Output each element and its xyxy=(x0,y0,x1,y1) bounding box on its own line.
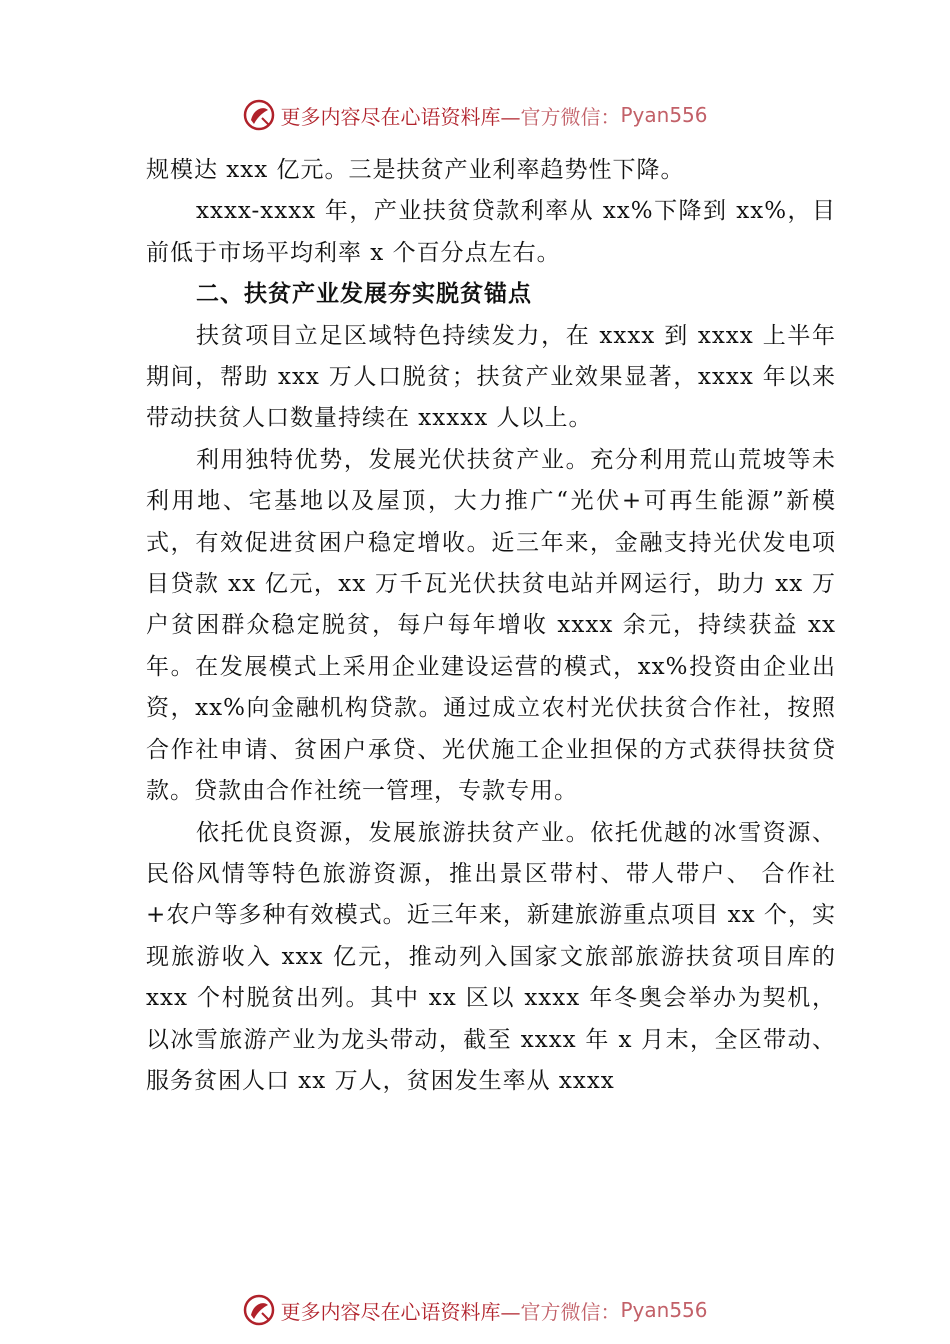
banner-title: 更多内容尽在心语资料库— xyxy=(280,1299,521,1324)
paragraph: 依托优良资源，发展旅游扶贫产业。依托优越的冰雪资源、民俗风情等特色旅游资源，推出景区带村、带人带户、 合作社+农户等多种有效模式。近三年来，新建旅游重点项目 xx 个，实现旅游收入 xxx 亿元，推动列入国家文旅部旅游扶贫项目库的 xxx 个村脱贫出列。其中 xx 区以 xxxx 年冬奥会举办为契机，以冰雪旅游产业为龙头带动，截至 xxxx 年 x 月末，全区带动、服务贫困人口 xx 万人，贫困发生率从 xxxx xyxy=(146,819,836,1094)
section-heading: 二、扶贫产业发展夯实脱贫锚点 xyxy=(196,281,532,308)
banner-wechat-label: 官方微信： xyxy=(520,104,621,129)
paragraph: 利用独特优势，发展光伏扶贫产业。充分利用荒山荒坡等未利用地、宅基地以及屋顶，大力推广“光伏+可再生能源”新模式，有效促进贫困户稳定增收。近三年来，金融支持光伏发电项目贷款 xx 亿元，xx 万千瓦光伏扶贫电站并网运行，助力 xx 万户贫困群众稳定脱贫，每户每年增收 xxxx 余元，持续获益 xx 年。在发展模式上采用企业建设运营的模式，xx%投资由企业出资，xx%向金融机构贷款。通过成立农村光伏扶贫合作社，按照合作社申请、贫困户承贷、光伏施工企业担保的方式获得扶贫贷款。贷款由合作社统一管理，专款专用。 xyxy=(146,446,836,805)
banner-wechat-id: Pyan556 xyxy=(620,1298,708,1322)
banner-wechat-id: Pyan556 xyxy=(620,103,708,127)
header-banner xyxy=(0,95,950,135)
paragraph: xxxx-xxxx 年，产业扶贫贷款利率从 xx%下降到 xx%，目前低于市场平均利率 x 个百分点左右。 xyxy=(146,198,836,266)
document-body xyxy=(146,150,836,1102)
footer-banner xyxy=(0,1290,950,1330)
banner-wechat-label: 官方微信： xyxy=(520,1299,621,1324)
paragraph: 扶贫项目立足区域特色持续发力，在 xxxx 到 xxxx 上半年期间，帮助 xxx 万人口脱贫；扶贫产业效果显著，xxxx 年以来带动扶贫人口数量持续在 xxxxx 人以上。 xyxy=(146,322,836,432)
paragraph: 规模达 xxx 亿元。三是扶贫产业利率趋势性下降。 xyxy=(146,157,685,183)
brand-logo-icon xyxy=(242,1293,276,1327)
brand-logo-icon xyxy=(242,98,276,132)
banner-title: 更多内容尽在心语资料库— xyxy=(280,104,521,129)
